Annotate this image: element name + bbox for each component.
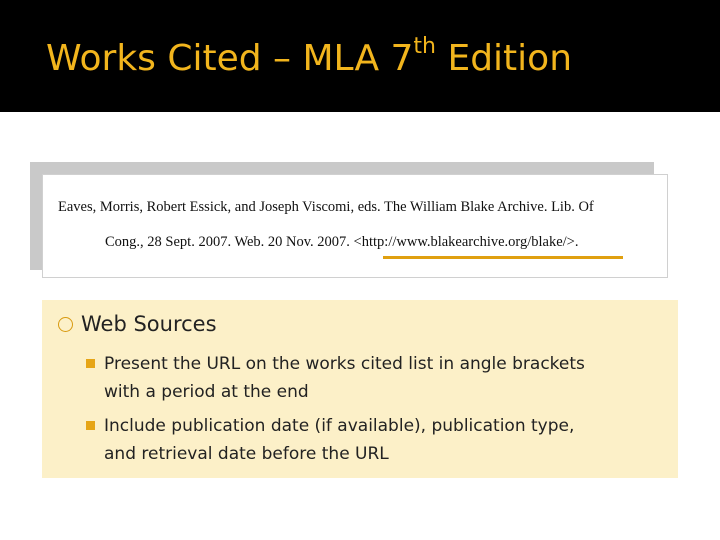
web-sources-heading — [58, 312, 217, 336]
title-end: Edition — [447, 38, 573, 79]
citation-line-1: Eaves, Morris, Robert Essick, and Joseph Viscomi, eds. The William Blake Archive. Lib. Of — [58, 199, 594, 215]
title-main: Works Cited – MLA 7 — [46, 38, 414, 79]
list-item — [86, 412, 666, 468]
citation-line-2: Cong., 28 Sept. 2007. Web. 20 Nov. 2007. <http://www.blakearchive.org/blake/>. — [105, 234, 579, 250]
square-bullet-icon — [86, 421, 95, 430]
list-item-line: Include publication date (if available), publication type, — [104, 416, 575, 436]
title-superscript: th — [413, 34, 436, 59]
web-sources-label: Web Sources — [81, 312, 217, 336]
list-item-line: with a period at the end — [104, 382, 309, 402]
web-sources-sublist — [86, 350, 666, 474]
list-item-line: Present the URL on the works cited list in angle brackets — [104, 354, 585, 374]
slide-title — [46, 34, 573, 79]
list-item — [86, 350, 666, 406]
square-bullet-icon — [86, 359, 95, 368]
list-item-line: and retrieval date before the URL — [104, 444, 389, 464]
citation-example-box — [42, 174, 668, 278]
ring-bullet-icon — [58, 317, 73, 332]
url-highlight-underline — [383, 256, 623, 259]
web-sources-notes — [42, 300, 678, 478]
